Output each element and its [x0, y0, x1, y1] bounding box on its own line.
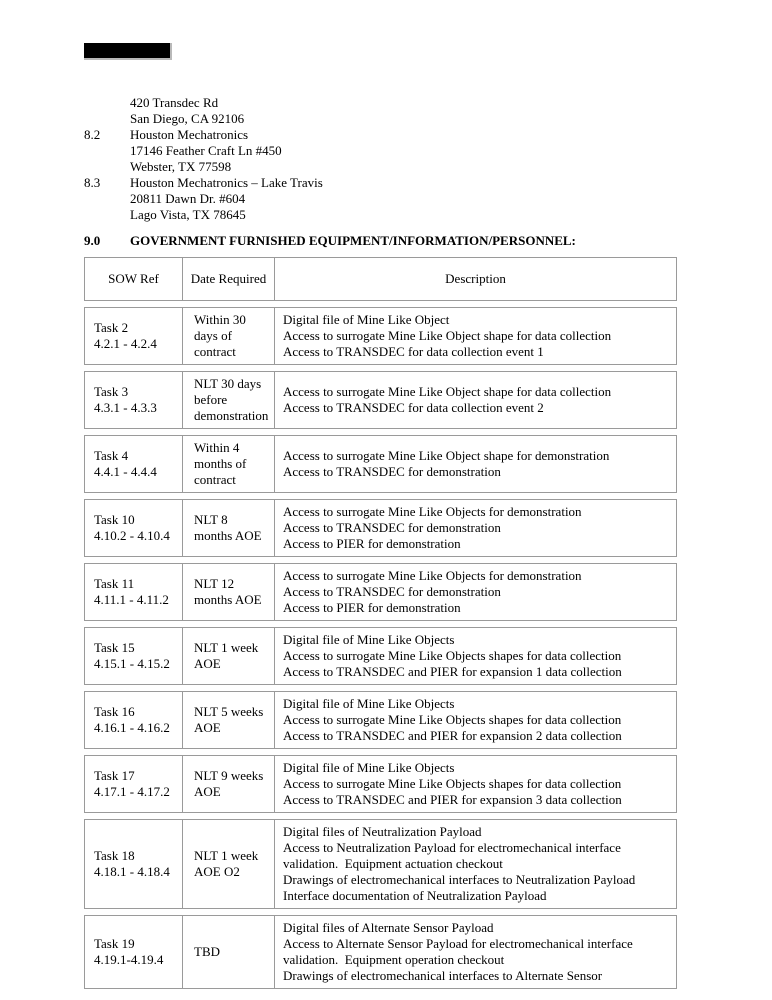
description-line: Access to TRANSDEC for demonstration — [283, 464, 501, 479]
sow-ref-cell — [85, 308, 182, 364]
description-line: Digital file of Mine Like Object — [283, 312, 450, 327]
task-ref: 4.11.1 - 4.11.2 — [94, 592, 169, 607]
address-line — [84, 143, 680, 159]
address-line-number — [84, 191, 130, 207]
task-ref: 4.17.1 - 4.17.2 — [94, 784, 170, 799]
sow-ref-cell — [85, 436, 182, 492]
date-required-text: NLT 12 months AOE — [194, 576, 262, 607]
date-required-text: NLT 5 weeks AOE — [194, 704, 266, 735]
address-line-text: San Diego, CA 92106 — [130, 111, 245, 126]
table-row — [84, 691, 677, 749]
task-ref: 4.15.1 - 4.15.2 — [94, 656, 170, 671]
description-cell — [274, 756, 676, 812]
date-required-text: NLT 1 week AOE O2 — [194, 848, 261, 879]
header-date-required: Date Required — [182, 258, 274, 300]
task-label: Task 19 — [94, 936, 135, 951]
description-line: Access to PIER for demonstration — [283, 536, 461, 551]
date-required-cell — [182, 308, 274, 364]
sow-ref-cell — [85, 692, 182, 748]
description-cell — [274, 692, 676, 748]
address-line — [84, 191, 680, 207]
description-cell — [274, 820, 676, 908]
task-label: Task 4 — [94, 448, 129, 463]
gfe-table — [84, 257, 677, 989]
description-line: Digital file of Mine Like Objects — [283, 760, 455, 775]
description-line: Digital files of Neutralization Payload — [283, 824, 482, 839]
date-required-text: NLT 30 days before demonstration — [194, 376, 269, 423]
address-line-number — [84, 95, 130, 111]
date-required-text: NLT 8 months AOE — [194, 512, 262, 543]
task-ref: 4.3.1 - 4.3.3 — [94, 400, 157, 415]
task-label: Task 3 — [94, 384, 129, 399]
description-line: Access to TRANSDEC and PIER for expansion 2 data collection — [283, 728, 622, 743]
sow-ref-cell — [85, 756, 182, 812]
description-line: Access to surrogate Mine Like Objects shapes for data collection — [283, 712, 622, 727]
address-line-text: 20811 Dawn Dr. #604 — [130, 191, 246, 206]
address-line-text: Webster, TX 77598 — [130, 159, 232, 174]
address-line — [84, 159, 680, 175]
description-cell — [274, 500, 676, 556]
sow-ref-cell — [85, 500, 182, 556]
table-row — [84, 371, 677, 429]
date-required-text: NLT 1 week AOE — [194, 640, 261, 671]
description-line: Access to TRANSDEC for data collection event 1 — [283, 344, 544, 359]
date-required-cell — [182, 372, 274, 428]
task-label: Task 16 — [94, 704, 135, 719]
date-required-text: Within 4 months of contract — [194, 440, 250, 487]
address-line — [84, 95, 680, 111]
task-label: Task 11 — [94, 576, 135, 591]
description-line: Access to surrogate Mine Like Object shape for data collection — [283, 328, 612, 343]
description-line: Access to TRANSDEC for data collection event 2 — [283, 400, 544, 415]
description-line: Access to TRANSDEC for demonstration — [283, 584, 501, 599]
description-line: Access to surrogate Mine Like Objects for demonstration — [283, 504, 582, 519]
address-line-text: 17146 Feather Craft Ln #450 — [130, 143, 282, 158]
sow-ref-cell — [85, 820, 182, 908]
task-label: Task 10 — [94, 512, 135, 527]
description-line: Drawings of electromechanical interfaces to Neutralization Payload — [283, 872, 636, 887]
table-row — [84, 307, 677, 365]
date-required-cell — [182, 628, 274, 684]
section-number: 9.0 — [84, 233, 101, 248]
description-cell — [274, 372, 676, 428]
task-ref: 4.2.1 - 4.2.4 — [94, 336, 157, 351]
address-list — [84, 95, 680, 223]
address-line-number — [84, 111, 130, 127]
sow-ref-cell — [85, 628, 182, 684]
address-line — [84, 127, 680, 143]
date-required-text: Within 30 days of contract — [194, 312, 250, 359]
description-cell — [274, 916, 676, 988]
description-line: Digital file of Mine Like Objects — [283, 632, 455, 647]
sow-ref-cell — [85, 372, 182, 428]
table-row — [84, 819, 677, 909]
date-required-cell — [182, 500, 274, 556]
address-line-text: Houston Mechatronics — [130, 127, 249, 142]
task-label: Task 15 — [94, 640, 135, 655]
description-line: Access to TRANSDEC and PIER for expansion 3 data collection — [283, 792, 622, 807]
address-line — [84, 207, 680, 223]
description-line: Drawings of electromechanical interfaces to Alternate Sensor — [283, 968, 603, 983]
description-line: Access to Alternate Sensor Payload for electromechanical interface validation. Equipment operation checkout — [283, 936, 637, 967]
description-line: Access to TRANSDEC for demonstration — [283, 520, 501, 535]
header-sow-ref: SOW Ref — [108, 271, 159, 286]
address-line-text: 420 Transdec Rd — [130, 95, 219, 110]
task-ref: 4.19.1-4.19.4 — [94, 952, 164, 967]
address-line-number: 8.2 — [84, 127, 101, 142]
description-cell — [274, 564, 676, 620]
description-line: Access to surrogate Mine Like Objects shapes for data collection — [283, 648, 622, 663]
date-required-text: NLT 9 weeks AOE — [194, 768, 266, 799]
task-ref: 4.16.1 - 4.16.2 — [94, 720, 170, 735]
description-line: Access to TRANSDEC and PIER for expansion 1 data collection — [283, 664, 622, 679]
description-cell — [274, 436, 676, 492]
header-description: Description — [274, 258, 676, 300]
task-label: Task 2 — [94, 320, 129, 335]
table-row — [84, 499, 677, 557]
description-cell — [274, 308, 676, 364]
date-required-cell — [182, 564, 274, 620]
table-header-row — [84, 257, 677, 301]
address-line — [84, 111, 680, 127]
description-line: Interface documentation of Neutralization Payload — [283, 888, 547, 903]
table-row — [84, 563, 677, 621]
description-line: Access to surrogate Mine Like Object shape for demonstration — [283, 448, 610, 463]
section-title: GOVERNMENT FURNISHED EQUIPMENT/INFORMATION/PERSONNEL: — [130, 233, 576, 248]
address-line-text: Lago Vista, TX 78645 — [130, 207, 246, 222]
section-heading — [84, 233, 680, 249]
redaction-bar — [84, 43, 172, 60]
table-row — [84, 915, 677, 989]
description-line: Access to surrogate Mine Like Object shape for data collection — [283, 384, 612, 399]
table-body — [84, 307, 677, 989]
description-line: Access to surrogate Mine Like Objects for demonstration — [283, 568, 582, 583]
task-ref: 4.10.2 - 4.10.4 — [94, 528, 170, 543]
date-required-cell — [182, 692, 274, 748]
task-label: Task 17 — [94, 768, 135, 783]
table-row — [84, 435, 677, 493]
description-line: Digital file of Mine Like Objects — [283, 696, 455, 711]
address-line-text: Houston Mechatronics – Lake Travis — [130, 175, 323, 190]
document-content — [84, 95, 680, 995]
date-required-cell — [182, 820, 274, 908]
address-line-number: 8.3 — [84, 175, 101, 190]
date-required-text: TBD — [194, 944, 220, 959]
description-line: Access to surrogate Mine Like Objects shapes for data collection — [283, 776, 622, 791]
task-ref: 4.4.1 - 4.4.4 — [94, 464, 157, 479]
description-cell — [274, 628, 676, 684]
address-line-number — [84, 159, 130, 175]
address-line-number — [84, 207, 130, 223]
date-required-cell — [182, 436, 274, 492]
address-line-number — [84, 143, 130, 159]
task-label: Task 18 — [94, 848, 135, 863]
description-line: Access to PIER for demonstration — [283, 600, 461, 615]
date-required-cell — [182, 756, 274, 812]
table-row — [84, 755, 677, 813]
address-line — [84, 175, 680, 191]
description-line: Access to Neutralization Payload for electromechanical interface validation. Equipment actuation checkout — [283, 840, 625, 871]
date-required-cell — [182, 916, 274, 988]
table-row — [84, 627, 677, 685]
sow-ref-cell — [85, 564, 182, 620]
description-line: Digital files of Alternate Sensor Payload — [283, 920, 494, 935]
sow-ref-cell — [85, 916, 182, 988]
task-ref: 4.18.1 - 4.18.4 — [94, 864, 170, 879]
